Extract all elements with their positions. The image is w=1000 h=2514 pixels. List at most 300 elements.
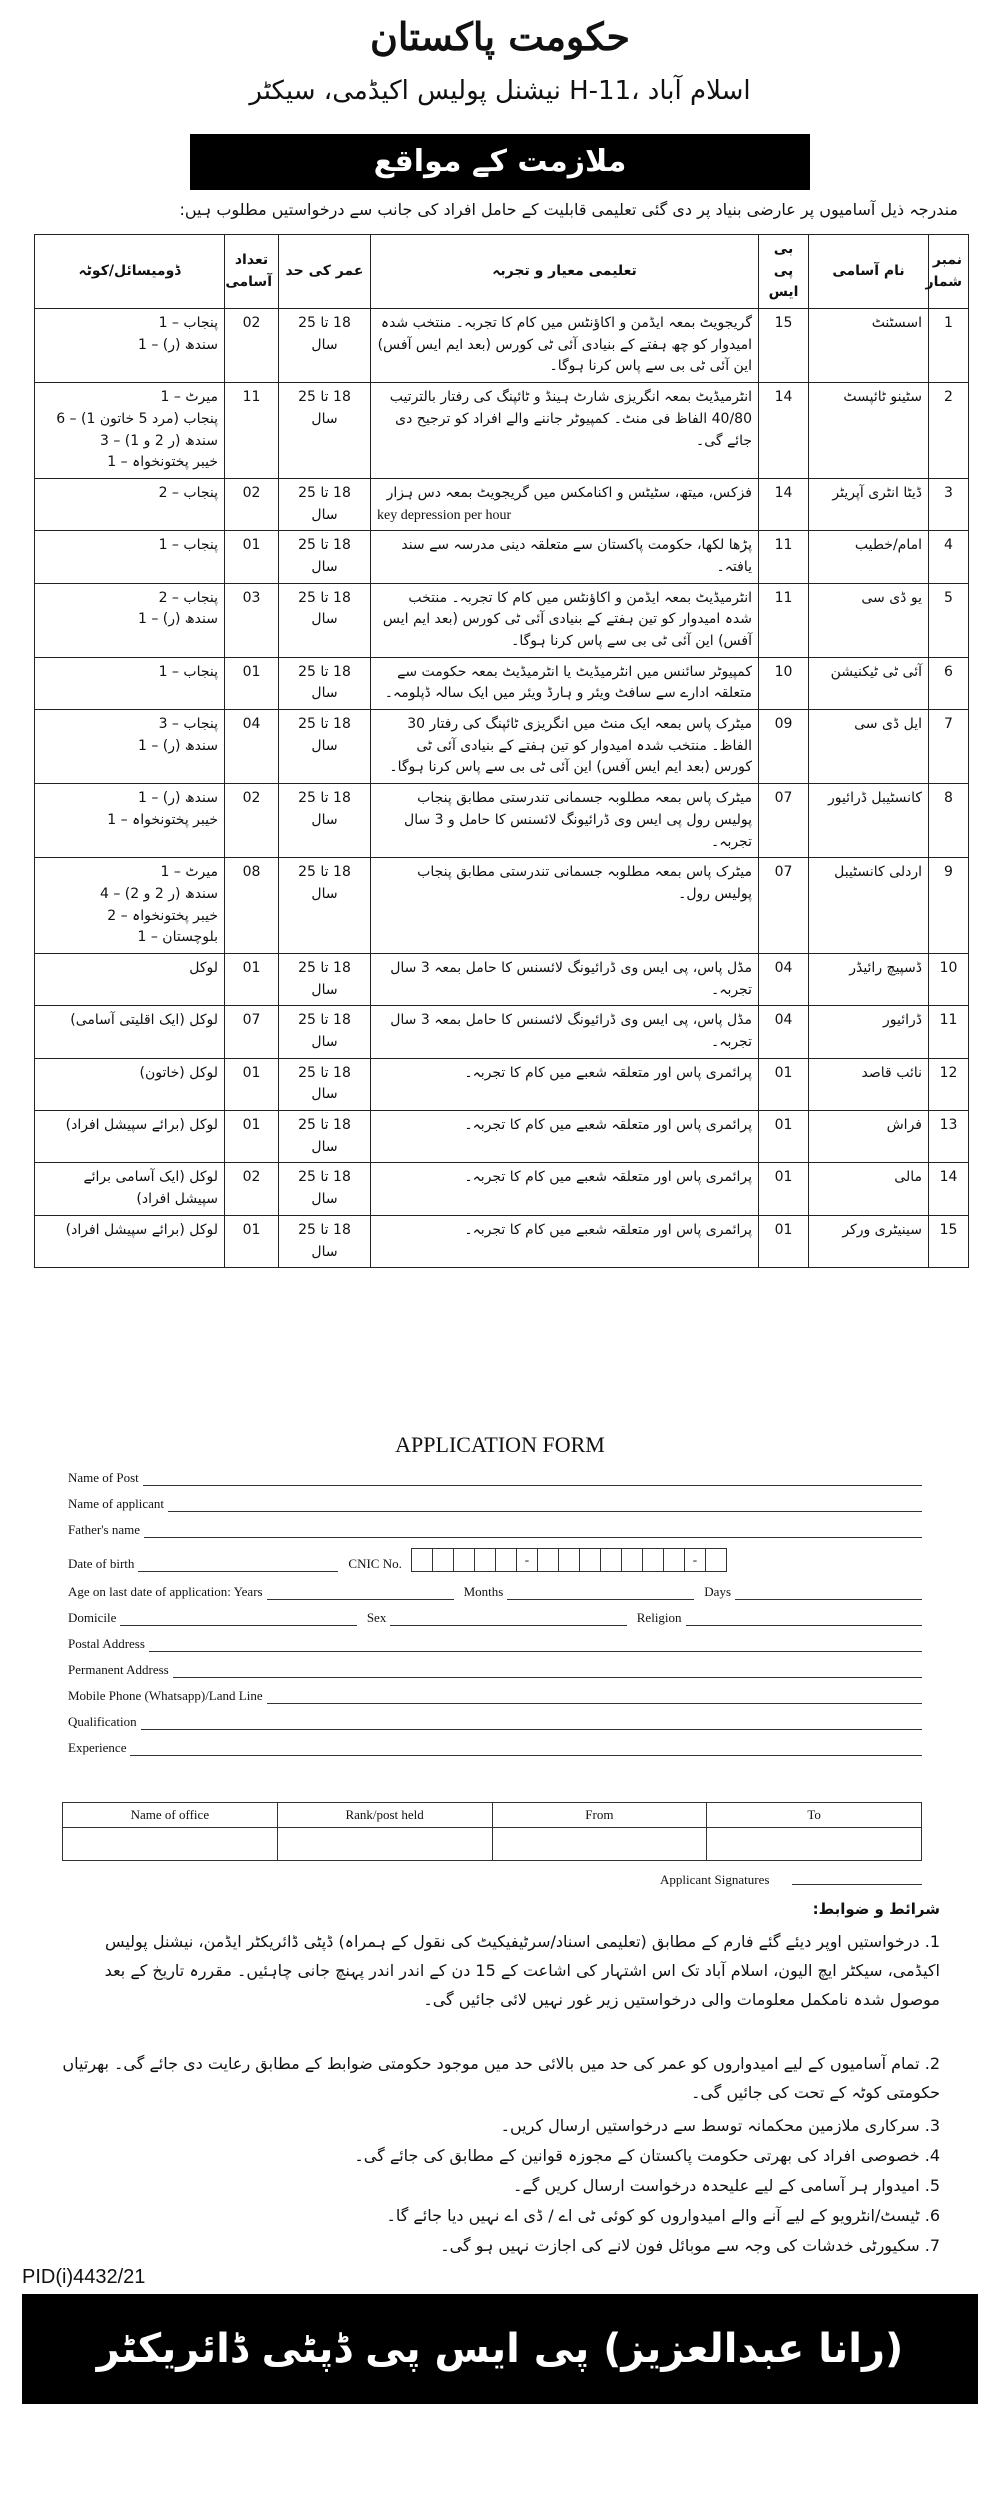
qualification-english-text: key depression per hour <box>377 507 512 523</box>
serial-cell <box>929 1163 969 1215</box>
government-title: حکومت پاکستان <box>369 14 631 59</box>
post-cell <box>809 710 929 784</box>
bps-cell <box>759 1215 809 1267</box>
count-cell-text: 01 <box>242 1064 261 1081</box>
serial-cell-text: 4 <box>944 537 953 554</box>
term-7: 7. سکیورٹی خدشات کی وجہ سے موبائل فون لانے کی اجازت نہیں ہو گی۔ <box>440 2236 940 2255</box>
qualification-cell-text: مڈل پاس، پی ایس وی ڈرائیونگ لائسنس کا حامل بمعہ 3 سال تجربہ۔ <box>390 1012 752 1050</box>
header-bps: بی پی ایس <box>759 235 809 309</box>
table-row <box>35 1006 969 1058</box>
quota-cell-text: لوکل (برائے سپیشل افراد) <box>65 1117 218 1134</box>
mobile-line <box>68 1688 928 1704</box>
bps-cell-text: 01 <box>774 1169 793 1186</box>
quota-cell <box>35 953 225 1005</box>
qualification-cell <box>371 858 759 954</box>
post-cell-text: سینیٹری ورکر <box>842 1221 922 1238</box>
signatory-banner: (رانا عبدالعزیز) پی ایس پی ڈپٹی ڈائریکٹر (ایڈمن) <box>22 2294 978 2404</box>
quota-cell-text: لوکل <box>189 959 218 976</box>
age-cell-text: 18 تا 25 سال <box>298 864 351 902</box>
count-cell <box>225 1163 279 1215</box>
bps-cell-text: 07 <box>774 864 793 881</box>
age-cell <box>279 953 371 1005</box>
serial-cell-text: 7 <box>944 716 953 733</box>
post-cell <box>809 309 929 383</box>
domicile-line <box>68 1610 928 1626</box>
quota-cell <box>35 583 225 657</box>
exp-header-office: Name of office <box>63 1803 278 1828</box>
table-row <box>35 953 969 1005</box>
vacancies-banner: ملازمت کے مواقع <box>190 134 810 190</box>
serial-cell <box>929 1006 969 1058</box>
age-days-field[interactable] <box>735 1587 922 1600</box>
quota-cell-text: لوکل (برائے سپیشل افراد) <box>65 1221 218 1238</box>
exp-header-from: From <box>492 1803 707 1828</box>
serial-cell <box>929 383 969 479</box>
quota-cell <box>35 1215 225 1267</box>
fathers-name-label: Father's name <box>68 1522 141 1537</box>
table-row <box>35 1163 969 1215</box>
age-cell-text: 18 تا 25 سال <box>298 1169 351 1208</box>
serial-cell-text: 2 <box>944 389 953 406</box>
serial-cell <box>929 1058 969 1110</box>
post-cell-text: ایل ڈی سی <box>854 716 922 733</box>
term-3: 3. سرکاری ملازمین محکمانہ توسط سے درخواستیں ارسال کریں۔ <box>500 2116 940 2135</box>
bps-cell-text: 14 <box>774 484 793 501</box>
post-cell-text: سٹینو ٹائپسٹ <box>843 389 922 406</box>
permanent-address-label: Permanent Address <box>68 1662 169 1677</box>
applicant-signatures-label: Applicant Signatures <box>660 1872 770 1887</box>
count-cell <box>225 858 279 954</box>
age-years-label: Age on last date of application: Years <box>68 1584 263 1599</box>
serial-cell-text: 5 <box>944 589 953 606</box>
qualification-cell <box>371 478 759 530</box>
bps-cell-text: 10 <box>774 663 793 680</box>
age-months-field[interactable] <box>507 1587 694 1600</box>
qualification-cell-text: پرائمری پاس اور متعلقہ شعبے میں کام کا تجربہ۔ <box>464 1169 752 1186</box>
table-row <box>35 1111 969 1163</box>
age-cell-text: 18 تا 25 سال <box>298 663 351 702</box>
bps-cell <box>759 858 809 954</box>
qualification-cell-text: مڈل پاس، پی ایس وی ڈرائیونگ لائسنس کا حامل بمعہ 3 سال تجربہ۔ <box>390 959 752 998</box>
table-header-row <box>35 235 969 309</box>
quota-cell-text: سندھ (ر) – 1 خیبر پختونخواہ – 1 <box>107 790 218 828</box>
bps-cell-text: 11 <box>774 537 793 554</box>
exp-header-rank: Rank/post held <box>277 1803 492 1828</box>
serial-cell <box>929 710 969 784</box>
post-cell <box>809 1215 929 1267</box>
mobile-label: Mobile Phone (Whatsapp)/Land Line <box>68 1688 263 1703</box>
age-cell <box>279 784 371 858</box>
serial-cell <box>929 531 969 583</box>
quota-cell-text: پنجاب – 2 سندھ (ر) – 1 <box>137 589 218 628</box>
qualification-cell <box>371 657 759 709</box>
age-cell-text: 18 تا 25 سال <box>298 1064 351 1103</box>
quota-cell-text: پنجاب – 1 <box>158 663 218 680</box>
sex-label: Sex <box>366 1610 387 1625</box>
table-row <box>35 858 969 954</box>
serial-cell-text: 12 <box>939 1064 958 1081</box>
bps-cell <box>759 1111 809 1163</box>
bps-cell <box>759 583 809 657</box>
name-of-post-label: Name of Post <box>68 1470 139 1485</box>
domicile-label: Domicile <box>68 1610 117 1625</box>
quota-cell <box>35 657 225 709</box>
term-2: 2. تمام آسامیوں کے لیے امیدواروں کو عمر کی حد میں بالائی حد میں موجود حکومتی ضوابط کے مطابق رعایت دی جائے گی۔ بھرتیاں حکومتی کوٹہ کے تحت کی جائیں گی۔ <box>62 2054 940 2102</box>
count-cell <box>225 1058 279 1110</box>
count-cell-text: 01 <box>242 537 261 554</box>
header-post: نام آسامی <box>809 235 929 309</box>
count-cell-text: 01 <box>242 959 261 976</box>
serial-cell <box>929 858 969 954</box>
age-cell-text: 18 تا 25 سال <box>298 1012 351 1050</box>
quota-cell-text: میرٹ – 1 سندھ (ر 2 و 2) – 4 خیبر پختونخواہ – 2 بلوچستان – 1 <box>99 864 218 946</box>
quota-cell-text: پنجاب – 1 سندھ (ر) – 1 <box>137 315 218 353</box>
qualification-cell-text: پرائمری پاس اور متعلقہ شعبے میں کام کا تجربہ۔ <box>464 1221 752 1238</box>
bps-cell-text: 07 <box>774 790 793 807</box>
experience-header-row <box>63 1803 922 1828</box>
age-line <box>68 1584 928 1600</box>
table-row <box>35 1058 969 1110</box>
post-cell-text: ڈرائیور <box>883 1012 922 1029</box>
serial-cell <box>929 309 969 383</box>
table-row <box>35 710 969 784</box>
experience-line <box>68 1740 928 1756</box>
permanent-address-field[interactable] <box>173 1665 922 1678</box>
age-cell-text: 18 تا 25 سال <box>298 790 351 828</box>
post-cell-text: یو ڈی سی <box>861 589 922 606</box>
term-5: 5. امیدوار ہر آسامی کے لیے علیحدہ درخواست ارسال کریں گے۔ <box>512 2176 940 2195</box>
experience-field[interactable] <box>130 1743 922 1756</box>
quota-cell <box>35 858 225 954</box>
serial-cell-text: 11 <box>939 1012 958 1029</box>
intro-text: مندرجہ ذیل آسامیوں پر عارضی بنیاد پر دی گئی تعلیمی قابلیت کے حامل افراد کی جانب سے درخواستیں مطلوب ہیں: <box>179 200 958 219</box>
post-cell <box>809 383 929 479</box>
post-cell-text: آئی ٹی ٹیکنیشن <box>830 663 922 680</box>
count-cell-text: 02 <box>242 484 261 501</box>
qualification-cell-text: گریجویٹ بمعہ ایڈمن و اکاؤنٹس میں کام کا تجربہ۔ منتخب شدہ امیدوار کو چھ ہفتے کے بنیادی آئی ٹی کورس (بعد ایم ایس آفس) این آئی ٹی بی سے پاس کرنا ہوگا۔ <box>377 315 752 375</box>
serial-cell <box>929 657 969 709</box>
qualification-cell-text: پڑھا لکھا، حکومت پاکستان سے متعلقہ دینی مدرسہ سے سند یافتہ۔ <box>401 537 752 575</box>
quota-cell <box>35 383 225 479</box>
count-cell <box>225 784 279 858</box>
bps-cell <box>759 531 809 583</box>
cnic-boxes[interactable] <box>412 1548 727 1572</box>
count-cell <box>225 1006 279 1058</box>
count-cell-text: 02 <box>242 790 261 807</box>
quota-cell <box>35 1111 225 1163</box>
experience-label: Experience <box>68 1740 127 1755</box>
age-cell-text: 18 تا 25 سال <box>298 589 351 628</box>
serial-cell <box>929 953 969 1005</box>
age-cell <box>279 383 371 479</box>
age-cell <box>279 478 371 530</box>
bps-cell <box>759 1163 809 1215</box>
header-age: عمر کی حد <box>279 235 371 309</box>
bps-cell <box>759 309 809 383</box>
term-6: 6. ٹیسٹ/انٹرویو کے لیے آنے والے امیدواروں کو کوئی ٹی اے / ڈی اے نہیں دیا جائے گا۔ <box>386 2206 940 2225</box>
header-count: تعداد آسامی <box>225 235 279 309</box>
academy-address: نیشنل پولیس اکیڈمی، سیکٹر H-11، اسلام آباد <box>249 76 751 106</box>
qualification-cell <box>371 1163 759 1215</box>
serial-cell <box>929 1111 969 1163</box>
qualification-cell-text: کمپیوٹر سائنس میں انٹرمیڈیٹ یا انٹرمیڈیٹ بمعہ حکومت سے متعلقہ ادارے سے سافٹ ویئر و ہارڈ ویئر میں ایک سالہ ڈپلومہ۔ <box>384 663 752 702</box>
qualification-cell <box>371 1006 759 1058</box>
dob-cnic-line <box>68 1548 928 1572</box>
age-cell <box>279 858 371 954</box>
table-row <box>35 478 969 530</box>
quota-cell-text: پنجاب – 2 <box>158 484 218 501</box>
bps-cell-text: 11 <box>774 589 793 606</box>
table-row <box>35 383 969 479</box>
table-row <box>35 309 969 383</box>
bps-cell-text: 04 <box>774 959 793 976</box>
quota-cell <box>35 309 225 383</box>
cnic-dash-2: - <box>684 1548 706 1572</box>
post-cell <box>809 657 929 709</box>
post-cell <box>809 1111 929 1163</box>
post-cell <box>809 1163 929 1215</box>
count-cell-text: 07 <box>242 1012 261 1029</box>
count-cell-text: 01 <box>242 1221 261 1238</box>
bps-cell <box>759 953 809 1005</box>
bps-cell <box>759 478 809 530</box>
qualification-cell <box>371 710 759 784</box>
bps-cell-text: 15 <box>774 315 793 332</box>
bps-cell <box>759 784 809 858</box>
count-cell <box>225 531 279 583</box>
age-cell-text: 18 تا 25 سال <box>298 716 351 754</box>
quota-cell <box>35 1163 225 1215</box>
serial-cell-text: 15 <box>939 1221 958 1238</box>
experience-entry-row <box>63 1828 922 1861</box>
religion-label: Religion <box>636 1610 682 1625</box>
qualification-cell-text: پرائمری پاس اور متعلقہ شعبے میں کام کا تجربہ۔ <box>464 1117 752 1134</box>
signature-line[interactable] <box>792 1884 922 1885</box>
post-cell-text: مالی <box>894 1169 922 1186</box>
bps-cell-text: 04 <box>774 1012 793 1029</box>
post-cell <box>809 583 929 657</box>
serial-cell-text: 10 <box>939 959 958 976</box>
age-cell <box>279 1006 371 1058</box>
qualification-cell-text: میٹرک پاس بمعہ مطلوبہ جسمانی تندرستی مطابق پنجاب پولیس رول۔ <box>417 864 752 902</box>
table-row <box>35 531 969 583</box>
qualification-cell <box>371 583 759 657</box>
serial-cell-text: 6 <box>944 663 953 680</box>
bps-cell <box>759 657 809 709</box>
qualification-cell-text: انٹرمیڈیٹ بمعہ ایڈمن و اکاؤنٹس میں کام کا تجربہ۔ منتخب شدہ امیدوار کو تین ہفتے کے بنیادی آئی ٹی کورس (بعد ایم ایس آفس) این آئی ٹی بی سے پاس کرنا ہوگا۔ <box>382 589 752 649</box>
age-cell <box>279 710 371 784</box>
bps-cell-text: 14 <box>774 389 793 406</box>
quota-cell-text: پنجاب – 3 سندھ (ر) – 1 <box>137 716 218 754</box>
quota-cell-text: لوکل (ایک آسامی برائے سپیشل افراد) <box>83 1169 218 1208</box>
count-cell-text: 02 <box>242 315 261 332</box>
name-of-post-field[interactable] <box>143 1473 922 1486</box>
applicant-name-line <box>68 1496 928 1512</box>
permanent-address-line <box>68 1662 928 1678</box>
bps-cell <box>759 710 809 784</box>
count-cell <box>225 953 279 1005</box>
name-of-post-line <box>68 1470 928 1486</box>
qualification-cell-text: پرائمری پاس اور متعلقہ شعبے میں کام کا تجربہ۔ <box>464 1064 752 1081</box>
age-years-field[interactable] <box>267 1587 454 1600</box>
bps-cell-text: 01 <box>774 1221 793 1238</box>
age-cell-text: 18 تا 25 سال <box>298 1117 351 1155</box>
count-cell-text: 11 <box>242 389 261 406</box>
exp-header-to: To <box>707 1803 922 1828</box>
serial-cell-text: 13 <box>939 1117 958 1134</box>
post-cell-text: اسسٹنٹ <box>871 315 922 332</box>
age-cell-text: 18 تا 25 سال <box>298 484 351 523</box>
header-qualification: تعلیمی معیار و تجربہ <box>371 235 759 309</box>
terms-heading: شرائط و ضوابط: <box>812 1900 940 1918</box>
serial-cell <box>929 784 969 858</box>
post-cell-text: ڈسپیچ رائیڈر <box>849 959 922 976</box>
age-cell <box>279 309 371 383</box>
quota-cell-text: میرٹ – 1 پنجاب (مرد 5 خاتون 1) – 6 سندھ (ر 2 و 1) – 3 خیبر پختونخواہ – 1 <box>56 389 218 471</box>
application-form-title: APPLICATION FORM <box>395 1432 605 1457</box>
serial-cell <box>929 1215 969 1267</box>
age-cell-text: 18 تا 25 سال <box>298 315 351 353</box>
qualification-cell-text: انٹرمیڈیٹ بمعہ انگریزی شارٹ ہینڈ و ٹائپنگ کی رفتار بالترتیب 40/80 الفاظ فی منٹ۔ کمپیوٹر جاننے والے افراد کو ترجیح دی جائے گی۔ <box>389 389 752 449</box>
age-cell <box>279 1058 371 1110</box>
age-cell <box>279 1111 371 1163</box>
count-cell-text: 01 <box>242 663 261 680</box>
age-cell <box>279 531 371 583</box>
quota-cell <box>35 710 225 784</box>
qualification-cell-text: میٹرک پاس بمعہ ایک منٹ میں انگریزی ٹائپنگ کی رفتار 30 الفاظ۔ منتخب شدہ امیدوار کو تین ہفتے کے بنیادی آئی ٹی کورس (بعد ایم ایس آفس) این آئی ٹی بی سے پاس کرنا ہوگا۔ <box>389 716 752 776</box>
count-cell-text: 04 <box>242 716 261 733</box>
applicant-name-field[interactable] <box>168 1499 922 1512</box>
count-cell <box>225 583 279 657</box>
qualification-field[interactable] <box>141 1717 922 1730</box>
table-row <box>35 583 969 657</box>
qualification-cell <box>371 1111 759 1163</box>
qualification-line <box>68 1714 928 1730</box>
bps-cell-text: 01 <box>774 1117 793 1134</box>
fathers-name-line <box>68 1522 928 1538</box>
post-cell-text: کانسٹیبل ڈرائیور <box>827 790 922 807</box>
qualification-cell <box>371 1215 759 1267</box>
serial-cell-text: 3 <box>944 484 953 501</box>
age-cell <box>279 1215 371 1267</box>
bps-cell-text: 01 <box>774 1064 793 1081</box>
age-cell <box>279 583 371 657</box>
post-cell-text: نائب قاصد <box>861 1064 922 1081</box>
domicile-field[interactable] <box>120 1613 356 1626</box>
post-cell <box>809 1006 929 1058</box>
exp-rank-cell[interactable] <box>277 1828 492 1861</box>
post-cell-text: اردلی کانسٹیبل <box>834 864 922 881</box>
table-row <box>35 784 969 858</box>
bps-cell <box>759 383 809 479</box>
cnic-dash-1: - <box>516 1548 538 1572</box>
post-cell <box>809 531 929 583</box>
count-cell <box>225 710 279 784</box>
qualification-cell <box>371 309 759 383</box>
sex-field[interactable] <box>390 1613 626 1626</box>
mobile-field[interactable] <box>267 1691 922 1704</box>
qualification-cell-text: میٹرک پاس بمعہ مطلوبہ جسمانی تندرستی مطابق پنجاب پولیس رول پی ایس وی ڈرائیونگ لائسنس کا حامل و 3 سال تجربہ۔ <box>404 790 752 850</box>
post-cell-text: امام/خطیب <box>854 537 922 554</box>
quota-cell <box>35 1058 225 1110</box>
cnic-label: CNIC No. <box>348 1556 402 1571</box>
age-cell-text: 18 تا 25 سال <box>298 959 351 998</box>
term-4: 4. خصوصی افراد کی بھرتی حکومت پاکستان کے مجوزہ قوانین کے مطابق کی جائے گی۔ <box>354 2146 940 2165</box>
qualification-cell <box>371 383 759 479</box>
age-cell-text: 18 تا 25 سال <box>298 537 351 575</box>
table-body <box>35 309 969 1268</box>
fathers-name-field[interactable] <box>144 1525 922 1538</box>
postal-address-field[interactable] <box>149 1639 922 1652</box>
count-cell <box>225 657 279 709</box>
pid-number: PID(i)4432/21 <box>22 2266 146 2288</box>
qualification-cell <box>371 784 759 858</box>
religion-field[interactable] <box>686 1613 922 1626</box>
header-serial: نمبر شمار <box>929 235 969 309</box>
serial-cell-text: 1 <box>944 315 953 332</box>
age-months-label: Months <box>463 1584 504 1599</box>
count-cell <box>225 383 279 479</box>
exp-office-cell[interactable] <box>63 1828 278 1861</box>
table-row <box>35 1215 969 1267</box>
qualification-cell <box>371 953 759 1005</box>
age-cell <box>279 657 371 709</box>
quota-cell <box>35 784 225 858</box>
post-cell-text: ڈیٹا انٹری آپریٹر <box>832 484 922 501</box>
serial-cell-text: 9 <box>944 864 953 881</box>
serial-cell-text: 8 <box>944 790 953 807</box>
quota-cell-text: پنجاب – 1 <box>158 537 218 554</box>
age-cell <box>279 1163 371 1215</box>
count-cell <box>225 1111 279 1163</box>
postal-address-label: Postal Address <box>68 1636 145 1651</box>
quota-cell <box>35 1006 225 1058</box>
qualification-cell <box>371 1058 759 1110</box>
quota-cell <box>35 478 225 530</box>
bps-cell-text: 09 <box>774 716 793 733</box>
age-cell-text: 18 تا 25 سال <box>298 1221 351 1260</box>
post-cell <box>809 953 929 1005</box>
qualification-cell <box>371 531 759 583</box>
quota-cell-text: لوکل (خاتون) <box>139 1064 218 1081</box>
bps-cell <box>759 1058 809 1110</box>
count-cell-text: 02 <box>242 1169 261 1186</box>
header-quota: ڈومیسائل/کوٹہ <box>35 235 225 309</box>
qualification-cell-text: فزکس، میتھ، سٹیٹس و اکنامکس میں گریجویٹ بمعہ دس ہزار <box>386 484 752 501</box>
age-cell-text: 18 تا 25 سال <box>298 389 351 427</box>
vacancies-table <box>34 234 969 1268</box>
exp-to-cell[interactable] <box>707 1828 922 1861</box>
serial-cell <box>929 583 969 657</box>
postal-address-line <box>68 1636 928 1652</box>
dob-label: Date of birth <box>68 1556 135 1571</box>
post-cell <box>809 858 929 954</box>
serial-cell-text: 14 <box>939 1169 958 1186</box>
count-cell <box>225 478 279 530</box>
post-cell-text: فراش <box>886 1117 922 1134</box>
post-cell <box>809 1058 929 1110</box>
exp-from-cell[interactable] <box>492 1828 707 1861</box>
count-cell <box>225 1215 279 1267</box>
quota-cell-text: لوکل (ایک اقلیتی آسامی) <box>70 1012 218 1029</box>
dob-field[interactable] <box>138 1559 338 1572</box>
post-cell <box>809 478 929 530</box>
count-cell-text: 03 <box>242 589 261 606</box>
applicant-name-label: Name of applicant <box>68 1496 165 1511</box>
count-cell <box>225 309 279 383</box>
count-cell-text: 01 <box>242 1117 261 1134</box>
count-cell-text: 08 <box>242 864 261 881</box>
